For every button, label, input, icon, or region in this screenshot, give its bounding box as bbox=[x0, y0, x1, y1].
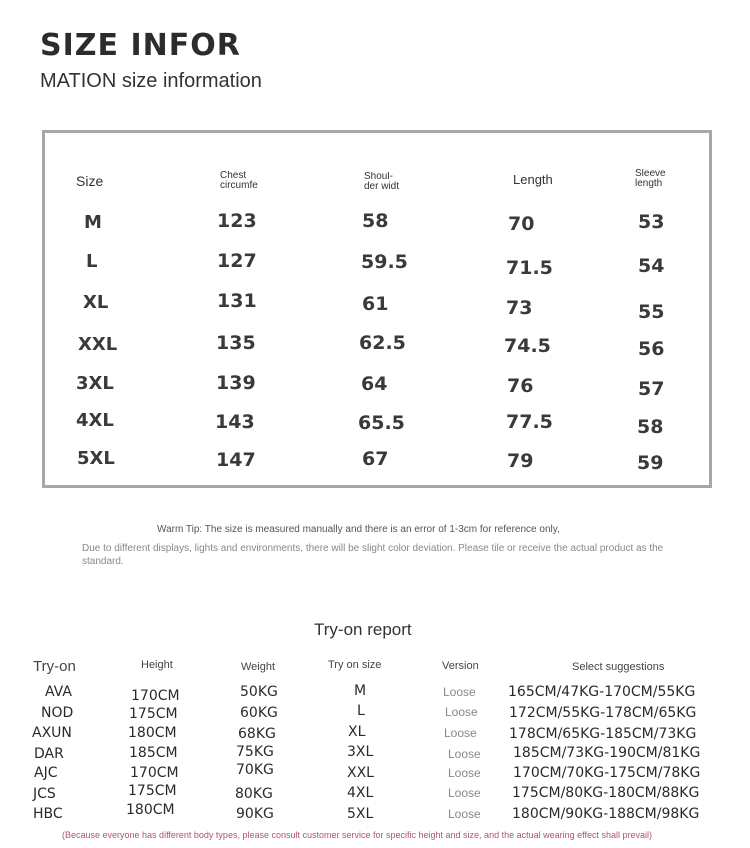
size-cell: 4XL bbox=[76, 410, 114, 431]
length-cell: 71.5 bbox=[506, 257, 553, 279]
tryon-weight: 50KG bbox=[240, 684, 278, 700]
sleeve-cell: 54 bbox=[638, 255, 665, 277]
size-cell: 5XL bbox=[77, 448, 115, 469]
shoulder-cell: 61 bbox=[362, 293, 389, 315]
tryon-height: 175CM bbox=[128, 783, 177, 799]
tryon-suggestion: 175CM/80KG-180CM/88KG bbox=[512, 785, 700, 801]
tryon-footnote: (Because everyone has different body types, please consult customer service for specific height and size, and the actual wearing effect shall prevail) bbox=[62, 830, 652, 840]
tryon-height: 185CM bbox=[129, 745, 178, 761]
tryon-suggestion: 180CM/90KG-188CM/98KG bbox=[512, 806, 700, 822]
chest-cell: 147 bbox=[216, 449, 256, 471]
tryon-size: M bbox=[354, 683, 367, 699]
tryon-height: 180CM bbox=[128, 725, 177, 741]
sleeve-cell: 59 bbox=[637, 452, 664, 474]
chest-cell: 135 bbox=[216, 332, 256, 354]
tryon-version: Loose bbox=[448, 747, 481, 761]
sleeve-cell: 57 bbox=[638, 378, 665, 400]
length-cell: 70 bbox=[508, 213, 535, 235]
tryon-weight: 90KG bbox=[236, 806, 274, 822]
length-cell: 79 bbox=[507, 450, 534, 472]
shoulder-cell: 64 bbox=[361, 373, 388, 395]
tryon-name: AXUN bbox=[32, 725, 72, 741]
warm-tip: Warm Tip: The size is measured manually and there is an error of 1-3cm for reference only, bbox=[157, 524, 560, 535]
tryon-suggestion: 172CM/55KG-178CM/65KG bbox=[509, 705, 697, 721]
tryon-name: DAR bbox=[34, 746, 64, 762]
chest-cell: 139 bbox=[216, 372, 256, 394]
tryon-name: AVA bbox=[45, 684, 72, 700]
size-cell: L bbox=[86, 251, 98, 272]
chest-cell: 131 bbox=[217, 290, 257, 312]
tryon-version: Loose bbox=[443, 685, 476, 699]
tryon-weight: 60KG bbox=[240, 705, 278, 721]
sleeve-cell: 56 bbox=[638, 338, 665, 360]
header-version: Version bbox=[442, 660, 479, 672]
tryon-suggestion: 178CM/65KG-185CM/73KG bbox=[509, 726, 697, 742]
size-cell: 3XL bbox=[76, 373, 114, 394]
color-deviation-note: Due to different displays, lights and environments, there will be slight color deviation. Please tile or receive the actual product as the standard. bbox=[82, 543, 664, 567]
tryon-height: 170CM bbox=[131, 688, 180, 704]
header-sleeve: Sleeve length bbox=[635, 169, 666, 189]
header-shoulder: Shoul- der widt bbox=[364, 172, 400, 192]
tryon-version: Loose bbox=[448, 766, 481, 780]
tryon-height: 170CM bbox=[130, 765, 179, 781]
shoulder-cell: 67 bbox=[362, 448, 389, 470]
tryon-size: 3XL bbox=[347, 744, 374, 760]
tryon-weight: 80KG bbox=[235, 786, 273, 802]
header-tryon-size: Try on size bbox=[328, 659, 382, 671]
tryon-suggestion: 165CM/47KG-170CM/55KG bbox=[508, 684, 696, 700]
size-cell: XXL bbox=[78, 334, 118, 355]
tryon-version: Loose bbox=[448, 807, 481, 821]
header-tryon: Try-on bbox=[33, 658, 76, 675]
tryon-name: HBC bbox=[33, 806, 63, 822]
chest-cell: 143 bbox=[215, 411, 255, 433]
length-cell: 73 bbox=[506, 297, 533, 319]
chest-cell: 127 bbox=[217, 250, 257, 272]
tryon-height: 175CM bbox=[129, 706, 178, 722]
tryon-size: XXL bbox=[347, 765, 374, 781]
tryon-name: JCS bbox=[33, 786, 56, 802]
sleeve-cell: 53 bbox=[638, 211, 665, 233]
length-cell: 74.5 bbox=[504, 335, 551, 357]
header-height: Height bbox=[141, 659, 173, 671]
tryon-version: Loose bbox=[445, 705, 478, 719]
tryon-weight: 68KG bbox=[238, 726, 276, 742]
tryon-size: 5XL bbox=[347, 806, 374, 822]
shoulder-cell: 65.5 bbox=[358, 412, 405, 434]
header-suggestions: Select suggestions bbox=[572, 661, 665, 673]
shoulder-cell: 62.5 bbox=[359, 332, 406, 354]
sleeve-cell: 55 bbox=[638, 301, 665, 323]
header-length: Length bbox=[513, 172, 553, 187]
size-cell: XL bbox=[83, 292, 109, 313]
tryon-weight: 70KG bbox=[236, 762, 274, 778]
tryon-weight: 75KG bbox=[236, 744, 274, 760]
shoulder-cell: 58 bbox=[362, 210, 389, 232]
tryon-suggestion: 170CM/70KG-175CM/78KG bbox=[513, 765, 701, 781]
tryon-size: 4XL bbox=[347, 785, 374, 801]
page-title: SIZE INFOR bbox=[40, 28, 241, 63]
tryon-name: NOD bbox=[41, 705, 74, 721]
tryon-report-title: Try-on report bbox=[314, 620, 412, 639]
length-cell: 77.5 bbox=[506, 411, 553, 433]
shoulder-cell: 59.5 bbox=[361, 251, 408, 273]
size-cell: M bbox=[84, 212, 102, 233]
header-size: Size bbox=[76, 173, 104, 189]
header-chest: Chest circumfe bbox=[220, 171, 258, 191]
tryon-suggestion: 185CM/73KG-190CM/81KG bbox=[513, 745, 701, 761]
length-cell: 76 bbox=[507, 375, 534, 397]
tryon-name: AJC bbox=[34, 765, 58, 781]
tryon-size: XL bbox=[348, 724, 366, 740]
page-subtitle: MATION size information bbox=[40, 70, 262, 92]
sleeve-cell: 58 bbox=[637, 416, 664, 438]
header-weight: Weight bbox=[241, 661, 276, 673]
chest-cell: 123 bbox=[217, 210, 257, 232]
tryon-height: 180CM bbox=[126, 802, 175, 818]
tryon-version: Loose bbox=[448, 786, 481, 800]
tryon-size: L bbox=[357, 703, 365, 719]
tryon-version: Loose bbox=[444, 726, 477, 740]
